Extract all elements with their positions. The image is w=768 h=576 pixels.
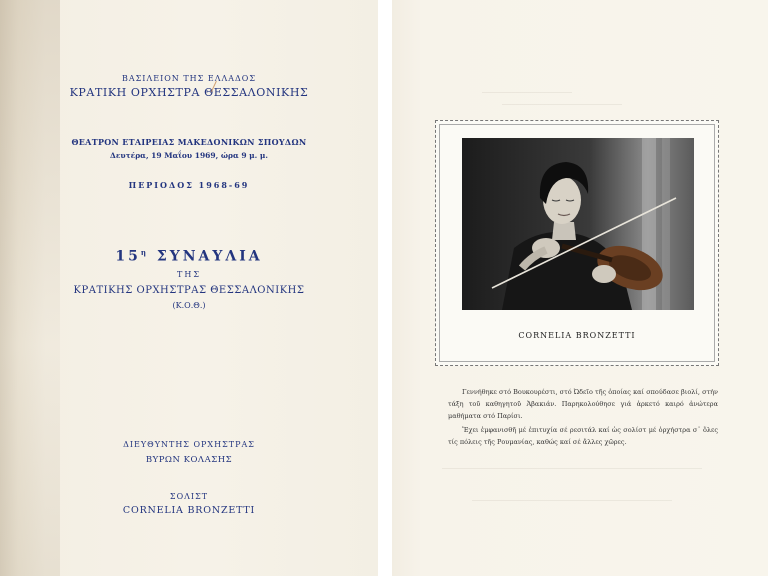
kingdom-heading: ΒΑΣΙΛΕΙΟΝ ΤΗΣ ΕΛΛΑΔΟΣ — [121, 74, 257, 83]
program-cover-page — [0, 0, 378, 576]
soloist-photo — [462, 138, 694, 310]
soloist-bio-paragraph-2: Ἔχει ἐμφανισθῆ μέ ἐπιτυχία σέ ρεσιτάλ καί ὡς σολίστ μέ ὀρχήστρα σ᾽ ὅλες τίς πόλεις τῆς Ρουμανίας, καθώς καί σέ ἄλλες χῶρες. — [448, 426, 718, 446]
venue-line: ΘΕΑΤΡΟΝ ΕΤΑΙΡΕΙΑΣ ΜΑΚΕΔΟΝΙΚΩΝ ΣΠΟΥΔΩΝ — [71, 137, 307, 147]
orchestra-full-name: ΚΡΑΤΙΚΗΣ ΟΡΧΗΣΤΡΑΣ ΘΕΣΣΑΛΟΝΙΚΗΣ — [73, 285, 305, 296]
concert-suffix: η — [140, 248, 149, 257]
page-gutter — [378, 0, 392, 576]
soloist-bio-paragraph-1: Γεννήθηκε στό Βουκουρέστι, στό Ὠδεῖο τῆς ὁποίας καί σπούδασε βιολί, στήν τάξη τοῦ καθηγητοῦ Ἀβακιάν. Παρηκολούθησε γιά ἀρκετό καιρό ἀνώτερα μαθήματα στό Παρίσι. — [448, 388, 718, 420]
photo-frame — [435, 120, 719, 366]
of-the-line: ΤΗΣ — [177, 270, 201, 279]
conductor-name: ΒΥΡΩΝ ΚΟΛΑΣΗΣ — [145, 455, 233, 465]
violinist-illustration — [462, 138, 694, 310]
bleed-through-line — [502, 104, 622, 105]
photo-caption: CORNELIA BRONZETTI — [518, 331, 636, 340]
soloist-name: CORNELIA BRONZETTI — [122, 505, 256, 516]
concert-number: 15 — [115, 248, 141, 265]
date-line: Δευτέρα, 19 Μαΐου 1969, ώρα 9 μ. μ. — [110, 151, 268, 160]
orchestra-abbreviation: (Κ.Ο.Θ.) — [172, 301, 206, 310]
bleed-through-line — [472, 500, 672, 501]
soloist-title: ΣΟΛΙΣΤ — [169, 492, 209, 501]
orchestra-heading: ΚΡΑΤΙΚΗ ΟΡΧΗΣΤΡΑ ΘΕΣΣΑΛΟΝΙΚΗΣ — [69, 86, 309, 99]
conductor-title: ΔΙΕΥΘΥΝΤΗΣ ΟΡΧΗΣΤΡΑΣ — [123, 440, 255, 449]
bleed-through-line — [482, 92, 572, 93]
soloist-page — [392, 0, 768, 576]
season-line: ΠΕΡΙΟΔΟΣ 1968-69 — [128, 180, 250, 190]
bleed-through-line — [442, 468, 702, 469]
concert-word: ΣΥΝΑΥΛΙΑ — [156, 248, 263, 265]
concert-title — [0, 248, 378, 265]
